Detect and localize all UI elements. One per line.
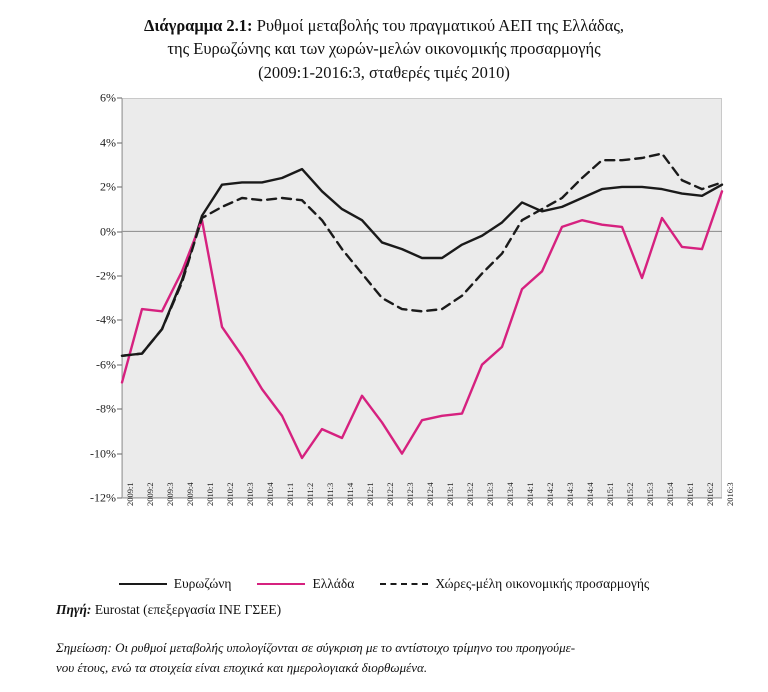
chart-legend xyxy=(34,576,734,592)
note-line xyxy=(56,638,716,678)
figure-title-text-1: Ρυθμοί μεταβολής του πραγματικού ΑΕΠ της Ελλάδας, xyxy=(252,16,625,35)
y-tick-label: -4% xyxy=(96,312,116,327)
source-label: Πηγή: xyxy=(56,602,92,617)
x-tick-label: 2016:3 xyxy=(725,482,735,507)
legend-label-2: Χώρες-μέλη οικονομικής προσαρμογής xyxy=(435,576,650,592)
y-tick-mark xyxy=(117,276,122,277)
x-tick-label: 2012:2 xyxy=(385,482,395,507)
legend-item-2 xyxy=(380,576,649,592)
y-tick-mark xyxy=(117,364,122,365)
note-text: Οι ρυθμοί μεταβολής υπολογίζονται σε σύγκριση με το αντίστοιχο τρίμηνο του προηγούμε- xyxy=(111,640,576,656)
y-tick-mark xyxy=(117,187,122,188)
y-tick-mark xyxy=(117,231,122,232)
y-tick-mark xyxy=(117,498,122,499)
x-tick-label: 2012:4 xyxy=(425,482,435,507)
y-tick-label: 6% xyxy=(100,90,116,105)
x-tick-label: 2011:2 xyxy=(305,482,315,507)
y-tick-label: -2% xyxy=(96,268,116,283)
x-tick-label: 2015:4 xyxy=(665,482,675,507)
x-tick-label: 2014:4 xyxy=(585,482,595,507)
x-tick-label: 2010:4 xyxy=(265,482,275,507)
y-tick-label: -6% xyxy=(96,357,116,372)
x-tick-label: 2014:1 xyxy=(525,482,535,507)
x-axis-labels xyxy=(122,482,735,562)
x-tick-label: 2015:3 xyxy=(645,482,655,507)
y-tick-label: 2% xyxy=(100,179,116,194)
y-tick-mark xyxy=(117,409,122,410)
x-tick-label: 2010:2 xyxy=(225,482,235,507)
x-tick-label: 2010:1 xyxy=(205,482,215,507)
y-tick-mark xyxy=(117,142,122,143)
legend-item-1 xyxy=(257,576,354,592)
x-tick-label: 2014:3 xyxy=(565,482,575,507)
figure-title xyxy=(54,14,714,84)
figure-page xyxy=(0,14,768,692)
x-tick-label: 2009:1 xyxy=(125,482,135,507)
x-tick-label: 2009:2 xyxy=(145,482,155,507)
legend-item-0 xyxy=(119,576,232,592)
y-tick-label: -8% xyxy=(96,401,116,416)
source-text: Eurostat (επεξεργασία ΙΝΕ ΓΣΕΕ) xyxy=(91,602,282,617)
y-tick-label: 0% xyxy=(100,224,116,239)
x-tick-label: 2013:4 xyxy=(505,482,515,507)
y-axis-labels xyxy=(90,90,722,505)
legend-swatch-0 xyxy=(119,583,167,585)
figure-number: Διάγραμμα 2.1: xyxy=(143,16,253,35)
x-tick-label: 2013:3 xyxy=(485,482,495,507)
x-tick-label: 2013:1 xyxy=(445,482,455,507)
x-tick-label: 2015:2 xyxy=(625,482,635,507)
chart-container xyxy=(34,90,735,592)
x-tick-label: 2015:1 xyxy=(605,482,615,507)
source-line xyxy=(56,600,716,620)
legend-label-0: Ευρωζώνη xyxy=(173,576,232,592)
figure-title-line-3: (2009:1-2016:3, σταθερές τιμές 2010) xyxy=(258,62,510,82)
figure-title-line-1 xyxy=(54,14,714,37)
x-tick-label: 2010:3 xyxy=(245,482,255,507)
y-tick-mark xyxy=(117,320,122,321)
y-tick-label: -10% xyxy=(90,446,116,461)
x-tick-label: 2009:3 xyxy=(165,482,175,507)
x-tick-label: 2013:2 xyxy=(465,482,475,507)
x-tick-label: 2012:3 xyxy=(405,482,415,507)
figure-title-line-2: της Ευρωζώνης και των χωρών-μελών οικονομικής προσαρμογής xyxy=(167,39,601,59)
x-tick-label: 2011:3 xyxy=(325,482,335,507)
x-tick-label: 2011:4 xyxy=(345,482,355,507)
note-label: Σημείωση: xyxy=(56,640,112,656)
figure-footer xyxy=(56,600,716,679)
x-tick-label: 2011:1 xyxy=(285,482,295,507)
legend-label-1: Ελλάδα xyxy=(312,576,355,592)
y-tick-label: 4% xyxy=(100,135,116,150)
x-tick-label: 2014:2 xyxy=(545,482,555,507)
legend-swatch-2 xyxy=(380,583,428,585)
y-tick-mark xyxy=(117,453,122,454)
note-text-continued: νου έτους, ενώ τα στοιχεία είναι εποχικά και ημερολογιακά διορθωμένα. xyxy=(56,660,428,676)
legend-swatch-1 xyxy=(257,583,305,585)
x-tick-label: 2009:4 xyxy=(185,482,195,507)
x-tick-label: 2012:1 xyxy=(365,482,375,507)
x-tick-label: 2016:1 xyxy=(685,482,695,507)
y-tick-mark xyxy=(117,98,122,99)
x-tick-label: 2016:2 xyxy=(705,482,715,507)
y-tick-label: -12% xyxy=(90,490,116,505)
